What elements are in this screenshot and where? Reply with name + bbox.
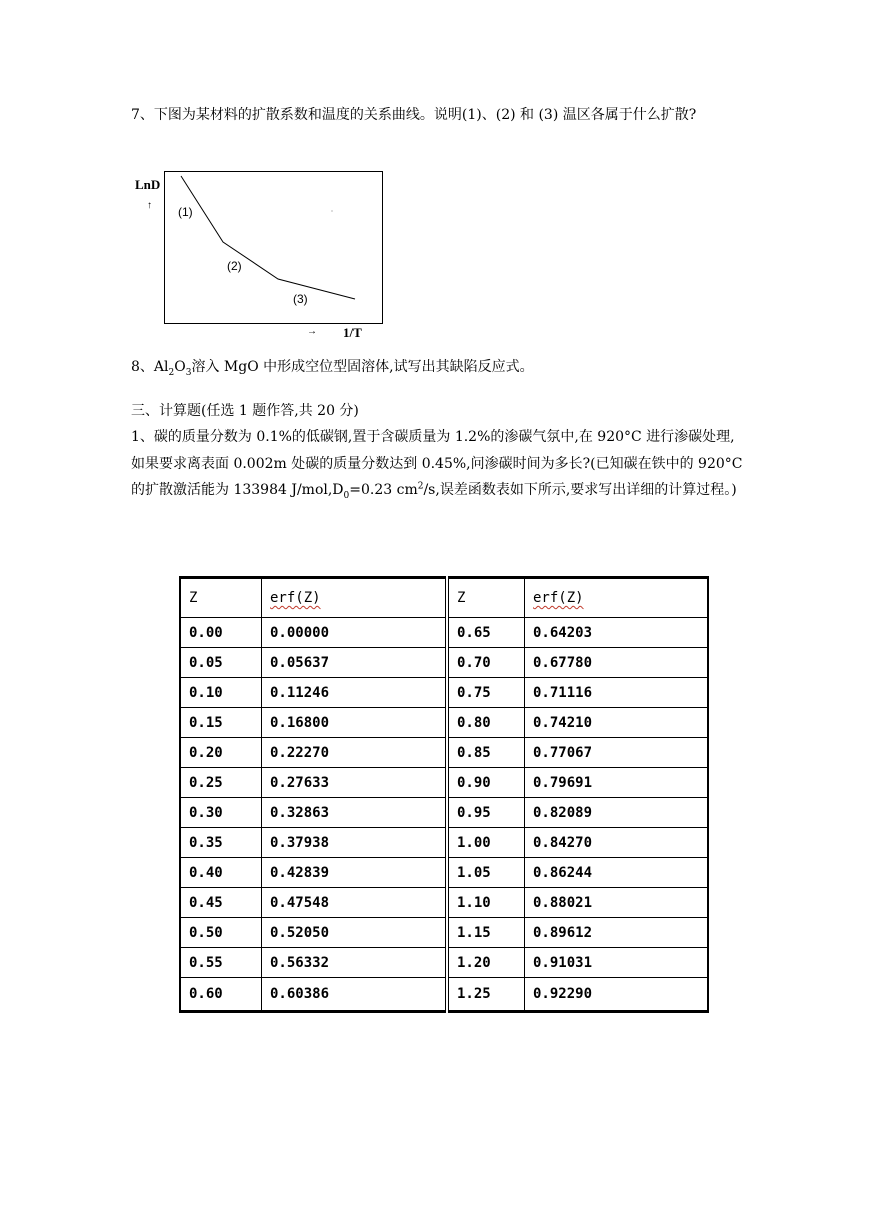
cell-erf-1: 0.52050	[262, 918, 448, 948]
table-row	[180, 738, 708, 768]
cell-erf-2: 0.71116	[525, 678, 709, 708]
cell-z-2: 0.80	[447, 708, 525, 738]
header-erf-1-text: erf(Z)	[270, 590, 321, 606]
q8-text-mid: O	[174, 359, 186, 375]
header-erf-2	[525, 578, 709, 618]
cell-erf-2: 0.77067	[525, 738, 709, 768]
cell-erf-2: 0.79691	[525, 768, 709, 798]
y-axis-label: LnD	[135, 177, 161, 192]
cell-z-1: 0.55	[180, 948, 262, 978]
cell-erf-2: 0.86244	[525, 858, 709, 888]
cell-erf-1: 0.11246	[262, 678, 448, 708]
table-row	[180, 678, 708, 708]
region-1-label: (1)	[178, 205, 193, 219]
cell-erf-2: 0.64203	[525, 618, 709, 648]
cell-erf-1: 0.47548	[262, 888, 448, 918]
table-row	[180, 888, 708, 918]
calc1-text-c: /s,误差函数表如下所示,要求写出详细的计算过程。)	[423, 482, 737, 498]
cell-z-1: 0.30	[180, 798, 262, 828]
question-7: 7、下图为某材料的扩散系数和温度的关系曲线。说明(1)、(2) 和 (3) 温区各属于什么扩散?	[131, 107, 697, 123]
cell-z-2: 1.05	[447, 858, 525, 888]
lnd-curve	[181, 176, 355, 299]
q8-subscript-3: 3	[185, 367, 192, 378]
cell-z-2: 1.00	[447, 828, 525, 858]
cell-erf-2: 0.82089	[525, 798, 709, 828]
cell-erf-2: 0.91031	[525, 948, 709, 978]
cell-z-1: 0.15	[180, 708, 262, 738]
cell-erf-2: 0.67780	[525, 648, 709, 678]
region-2-label: (2)	[227, 259, 242, 273]
cell-z-1: 0.05	[180, 648, 262, 678]
cell-z-2: 1.20	[447, 948, 525, 978]
table-header-row	[180, 578, 708, 618]
table-row	[180, 978, 708, 1012]
table-row	[180, 918, 708, 948]
table-row	[180, 798, 708, 828]
header-z-2: Z	[447, 578, 525, 618]
erf-table	[179, 576, 709, 1013]
cell-z-1: 0.60	[180, 978, 262, 1012]
diffusion-curve-svg	[131, 168, 391, 348]
cell-z-1: 0.40	[180, 858, 262, 888]
cell-erf-2: 0.88021	[525, 888, 709, 918]
table-row	[180, 828, 708, 858]
table-row	[180, 858, 708, 888]
cell-erf-1: 0.22270	[262, 738, 448, 768]
cell-z-1: 0.20	[180, 738, 262, 768]
section-3-heading: 三、计算题(任选 1 题作答,共 20 分)	[131, 403, 359, 419]
diffusion-curve-figure	[131, 168, 391, 348]
question-8	[131, 354, 743, 381]
cell-erf-1: 0.37938	[262, 828, 448, 858]
erf-table-body	[180, 618, 708, 1012]
cell-z-1: 0.00	[180, 618, 262, 648]
table-row	[180, 768, 708, 798]
speck	[331, 210, 332, 211]
cell-z-1: 0.25	[180, 768, 262, 798]
cell-z-2: 0.85	[447, 738, 525, 768]
cell-erf-1: 0.05637	[262, 648, 448, 678]
cell-z-1: 0.45	[180, 888, 262, 918]
q8-subscript-2: 2	[168, 367, 175, 378]
cell-z-2: 1.10	[447, 888, 525, 918]
cell-erf-1: 0.32863	[262, 798, 448, 828]
calc1-superscript-2: 2	[417, 481, 424, 492]
table-row	[180, 708, 708, 738]
calc1-subscript-0: 0	[343, 490, 350, 501]
table-row	[180, 948, 708, 978]
cell-z-2: 0.65	[447, 618, 525, 648]
cell-erf-2: 0.89612	[525, 918, 709, 948]
cell-erf-1: 0.60386	[262, 978, 448, 1012]
cell-z-2: 1.15	[447, 918, 525, 948]
cell-erf-2: 0.84270	[525, 828, 709, 858]
q8-text-post: 溶入 MgO 中形成空位型固溶体,试写出其缺陷反应式。	[191, 359, 534, 375]
cell-erf-1: 0.00000	[262, 618, 448, 648]
calc-question-1	[131, 424, 743, 504]
cell-z-2: 0.90	[447, 768, 525, 798]
x-axis-label: 1/T	[343, 325, 362, 340]
cell-erf-1: 0.56332	[262, 948, 448, 978]
cell-z-1: 0.10	[180, 678, 262, 708]
calc1-text-a: 1、碳的质量分数为 0.1%的低碳钢,置于含碳质量为 1.2%的渗碳气氛中,在 920°C 进行渗碳处理,如果要求离表面 0.002m 处碳的质量分数达到 0.45%,问渗碳时间为多长?(已知碳在铁中的 920°C 的扩散激活能为 133984 J/mol,D	[131, 429, 743, 498]
cell-erf-1: 0.42839	[262, 858, 448, 888]
cell-z-2: 0.95	[447, 798, 525, 828]
header-erf-2-text: erf(Z)	[533, 590, 584, 606]
cell-z-2: 0.75	[447, 678, 525, 708]
header-z-1: Z	[180, 578, 262, 618]
table-row	[180, 618, 708, 648]
cell-z-1: 0.50	[180, 918, 262, 948]
cell-erf-2: 0.92290	[525, 978, 709, 1012]
up-arrow-icon: ↑	[147, 200, 152, 211]
q8-text-pre: 8、Al	[131, 359, 169, 375]
cell-erf-1: 0.27633	[262, 768, 448, 798]
figure-frame	[165, 172, 383, 324]
cell-z-1: 0.35	[180, 828, 262, 858]
region-3-label: (3)	[293, 292, 308, 306]
cell-erf-2: 0.74210	[525, 708, 709, 738]
table-row	[180, 648, 708, 678]
cell-z-2: 0.70	[447, 648, 525, 678]
cell-z-2: 1.25	[447, 978, 525, 1012]
calc1-text-b: =0.23 cm	[349, 482, 418, 498]
cell-erf-1: 0.16800	[262, 708, 448, 738]
right-arrow-icon: →	[307, 326, 317, 337]
header-erf-1	[262, 578, 448, 618]
